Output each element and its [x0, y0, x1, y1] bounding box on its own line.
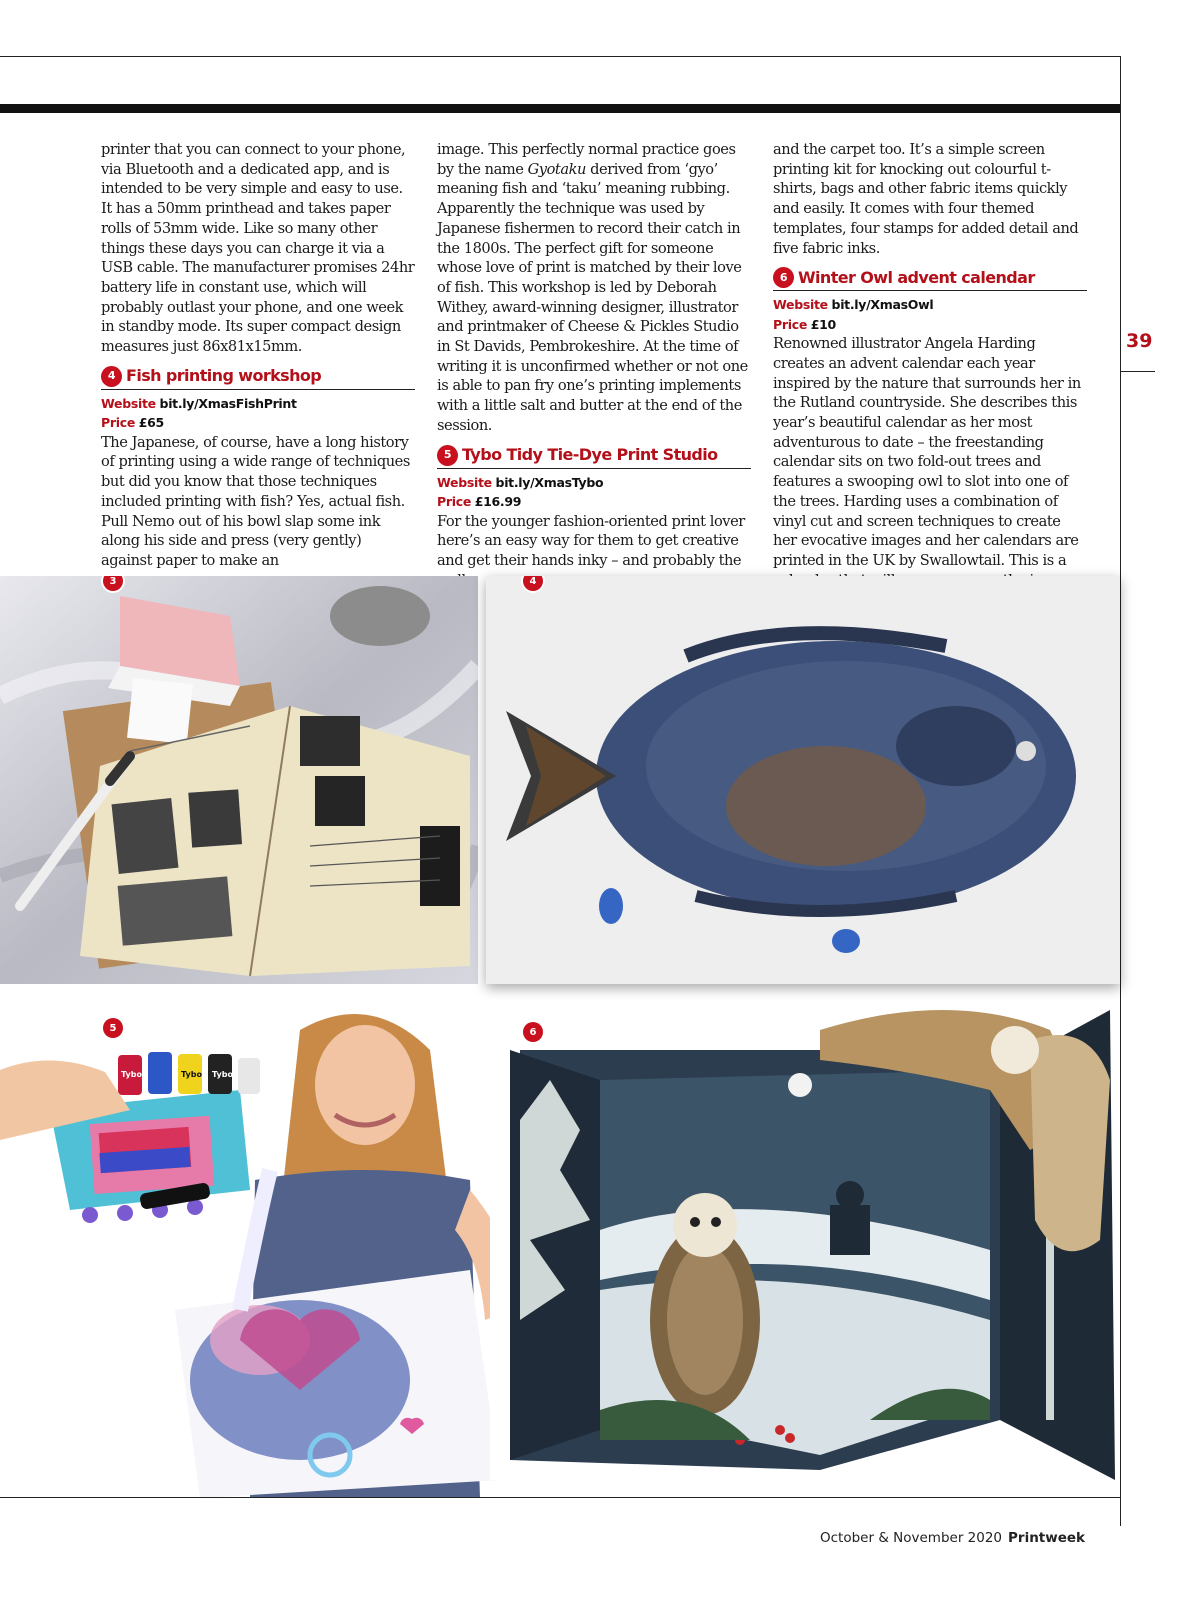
- tie-dye-kit-illustration: [0, 1010, 530, 1498]
- website-link[interactable]: bit.ly/XmasOwl: [831, 297, 934, 313]
- price-label: Price: [437, 494, 471, 510]
- item-heading: [437, 445, 751, 469]
- issue-date: October & November 2020: [820, 1530, 1003, 1546]
- body-text: The Japanese, of course, have a long history of printing using a wide range of techniques but did you know that those techniques included printing with fish? Yes, actual fish. Pull Nemo out of his bowl slap some ink along his side and press (very gently) against paper to make an: [101, 433, 410, 569]
- body-text-part: Renowned illustrator Angela Harding creates an advent calendar each year inspired by the nature that surrounds her in the Rutland countryside. She describes this year’s beautiful calendar as her most adventurous to date – the freestanding calendar sits on two fold-out trees and features a swooping owl to slot into one of the trees. Harding uses a combination of vinyl cut and screen techniques to create her evocative images and her calendars are printed in the UK by Swallowtail. This is a: [773, 335, 1081, 569]
- right-margin-rule: [1120, 56, 1121, 1526]
- item-number-badge: 6: [773, 267, 794, 288]
- item-price: [101, 413, 415, 433]
- bottle-label: Tybo: [212, 1070, 233, 1079]
- photo-pocket-printer: [0, 576, 478, 984]
- item-title: Winter Owl advent calendar: [798, 267, 1035, 287]
- price-value: £10: [810, 316, 836, 332]
- photo-tie-dye-kit: [0, 1010, 530, 1498]
- publication-name: Printweek: [1008, 1530, 1086, 1546]
- page-footer: [820, 1530, 1085, 1546]
- item-website: [101, 394, 415, 414]
- photo-fish-print: [486, 576, 1120, 984]
- owl-calendar-illustration: [490, 1000, 1120, 1480]
- item-heading: [773, 267, 1087, 291]
- bottle-label: Tybo: [121, 1070, 142, 1079]
- body-text-part: derived from ‘gyo’ meaning fish and ‘taku’ meaning rubbing. Apparently the technique was used by Japanese fishermen to record their catch in the 1800s. The perfect gift for someone whose love of print is matched by their love of fish. This workshop is led by Deborah Withey, award-winning designer, illustrator and printmaker of Cheese & Pickles Studio in St Davids, Pembrokeshire. At the time of writing it is unconfirmed whether or not one is able to pan fry one’s printing implements with a little salt and butter at the end of the session.: [437, 160, 748, 434]
- top-rule: [0, 56, 1121, 57]
- item-price: [773, 315, 1087, 335]
- footer-rule: [0, 1497, 1121, 1498]
- body-text: [773, 334, 1087, 611]
- text-column-2: [437, 140, 751, 590]
- price-label: Price: [773, 316, 807, 332]
- fish-print-illustration: [486, 576, 1120, 984]
- body-text: printer that you can connect to your phone, via Bluetooth and a dedicated app, and is intended to be very simple and easy to use. It has a 50mm printhead and takes paper rolls of 53mm wide. Like so many other things these days you can charge it via a USB cable. The manufacturer promises 24hr battery life in constant use, which will probably outlast your phone, and one week in standby mode. Its super compact design measures just 86x81x15mm.: [101, 141, 415, 356]
- price-value: £16.99: [474, 494, 522, 510]
- website-link[interactable]: bit.ly/XmasTybo: [495, 474, 604, 490]
- website-label: Website: [773, 297, 828, 313]
- price-value: £65: [138, 415, 164, 431]
- photo-number-badge: 3: [103, 576, 123, 591]
- website-label: Website: [101, 395, 156, 411]
- page-number: 39: [1126, 330, 1153, 352]
- item-website: [437, 473, 751, 493]
- item-title: Tybo Tidy Tie-Dye Print Studio: [462, 445, 718, 465]
- photo-number-badge: 5: [103, 1018, 123, 1038]
- photo-owl-advent-calendar: [490, 1000, 1120, 1480]
- bottle-label: Tybo: [181, 1070, 202, 1079]
- photo-number-badge: 6: [523, 1022, 543, 1042]
- photo-number-badge: 4: [523, 576, 543, 591]
- price-label: Price: [101, 415, 135, 431]
- body-text: [437, 140, 751, 436]
- body-text: For the younger fashion-oriented print lover here’s an easy way for them to get creative and get their hands inky – and probably the: [437, 512, 745, 569]
- text-column-1: [101, 140, 415, 571]
- item-number-badge: 4: [101, 366, 122, 387]
- page-number-rule: [1121, 371, 1155, 372]
- website-link[interactable]: bit.ly/XmasFishPrint: [159, 395, 297, 411]
- website-label: Website: [437, 474, 492, 490]
- text-column-3: [773, 140, 1087, 611]
- item-number-badge: 5: [437, 445, 458, 466]
- printer-notebook-illustration: [0, 576, 478, 984]
- item-price: [437, 492, 751, 512]
- header-bar: [0, 104, 1121, 113]
- item-title: Fish printing workshop: [126, 366, 322, 386]
- body-text-emphasis: Gyotaku: [527, 160, 586, 178]
- body-text-part: image. This perfectly normal practice goes by the name: [437, 141, 736, 178]
- body-text: and the carpet too. It’s a simple screen printing kit for knocking out colourful t-shirts, bags and other fabric items quickly and easily. It comes with four themed templates, four stamps for added detail and five fabric inks.: [773, 141, 1079, 257]
- item-website: [773, 295, 1087, 315]
- item-heading: [101, 366, 415, 390]
